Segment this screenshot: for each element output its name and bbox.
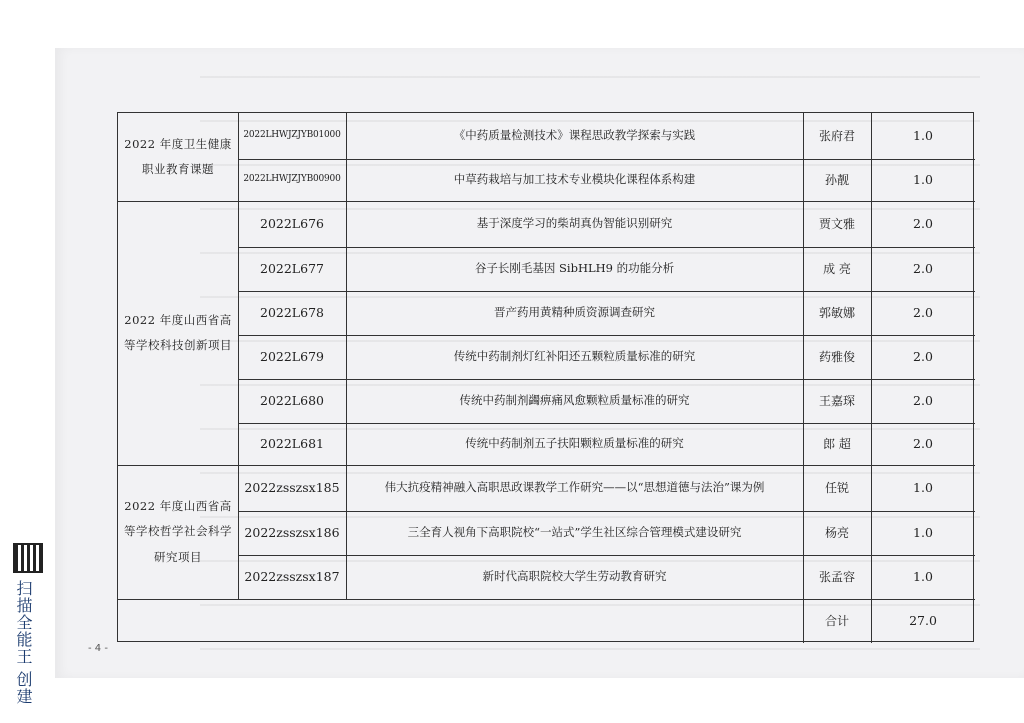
project-leader: 王嘉琛: [818, 393, 855, 408]
project-code: 2022zsszsx185: [244, 480, 340, 496]
project-table: [117, 112, 974, 642]
project-leader: 孙靓: [824, 172, 849, 187]
project-leader: 成 亮: [823, 261, 851, 276]
project-leader: 张府君: [818, 128, 855, 143]
project-code: 2022L679: [260, 349, 324, 365]
project-leader: 任锐: [824, 480, 849, 495]
scanner-watermark: 扫描全能王 创建: [14, 580, 33, 706]
project-leader: 杨亮: [824, 525, 849, 540]
project-title: 新时代高职院校大学生劳动教育研究: [482, 569, 667, 584]
project-score: 1.0: [913, 525, 933, 541]
project-score: 2.0: [913, 261, 933, 277]
project-leader: 贾文雅: [818, 216, 855, 231]
project-title: 传统中药制剂灯红补阳还五颗粒质量标准的研究: [453, 349, 696, 364]
project-leader: 张孟容: [818, 569, 855, 584]
project-title: 晋产药用黄精种质资源调查研究: [494, 305, 655, 320]
project-title: 伟大抗疫精神融入高职思政课教学工作研究——以“思想道德与法治”课为例: [384, 480, 765, 495]
project-score: 2.0: [913, 216, 933, 232]
project-code: 2022L680: [260, 393, 324, 409]
project-score: 1.0: [913, 172, 933, 188]
project-score: 2.0: [913, 436, 933, 452]
category-cell: 2022 年度卫生健康职业教育课题: [124, 136, 232, 176]
project-score: 2.0: [913, 305, 933, 321]
project-title: 《中药质量检测技术》课程思政教学探索与实践: [453, 128, 696, 143]
project-title: 三全育人视角下高职院校“一站式”学生社区综合管理模式建设研究: [407, 525, 742, 540]
total-value: 27.0: [909, 613, 937, 629]
project-title: 基于深度学习的柴胡真伪智能识别研究: [476, 216, 673, 231]
total-label: 合计: [824, 613, 849, 628]
project-title: 谷子长刚毛基因 SibHLH9 的功能分析: [474, 261, 675, 276]
project-title: 传统中药制剂蠲痹痛风愈颗粒质量标准的研究: [459, 393, 690, 408]
category-cell: 2022 年度山西省高等学校哲学社会科学研究项目: [124, 499, 232, 564]
project-score: 1.0: [913, 128, 933, 144]
project-code: 2022LHWJZJYB00900: [243, 174, 341, 185]
qr-code-icon: [13, 543, 43, 573]
project-leader: 郎 超: [823, 436, 851, 451]
project-title: 传统中药制剂五子扶阳颗粒质量标准的研究: [465, 436, 684, 451]
project-leader: 郭敏娜: [818, 305, 855, 320]
project-code: 2022zsszsx187: [244, 569, 340, 585]
project-score: 2.0: [913, 349, 933, 365]
project-code: 2022LHWJZJYB01000: [243, 130, 341, 141]
category-cell: 2022 年度山西省高等学校科技创新项目: [124, 312, 232, 352]
project-score: 1.0: [913, 480, 933, 496]
project-code: 2022L677: [260, 261, 324, 277]
project-code: 2022L676: [260, 216, 324, 232]
project-code: 2022L678: [260, 305, 324, 321]
project-score: 1.0: [913, 569, 933, 585]
project-score: 2.0: [913, 393, 933, 409]
project-code: 2022L681: [260, 436, 324, 452]
page-number: - 4 -: [88, 643, 108, 654]
project-title: 中草药栽培与加工技术专业模块化课程体系构建: [453, 172, 696, 187]
project-leader: 药雅俊: [818, 349, 855, 364]
project-code: 2022zsszsx186: [244, 525, 340, 541]
